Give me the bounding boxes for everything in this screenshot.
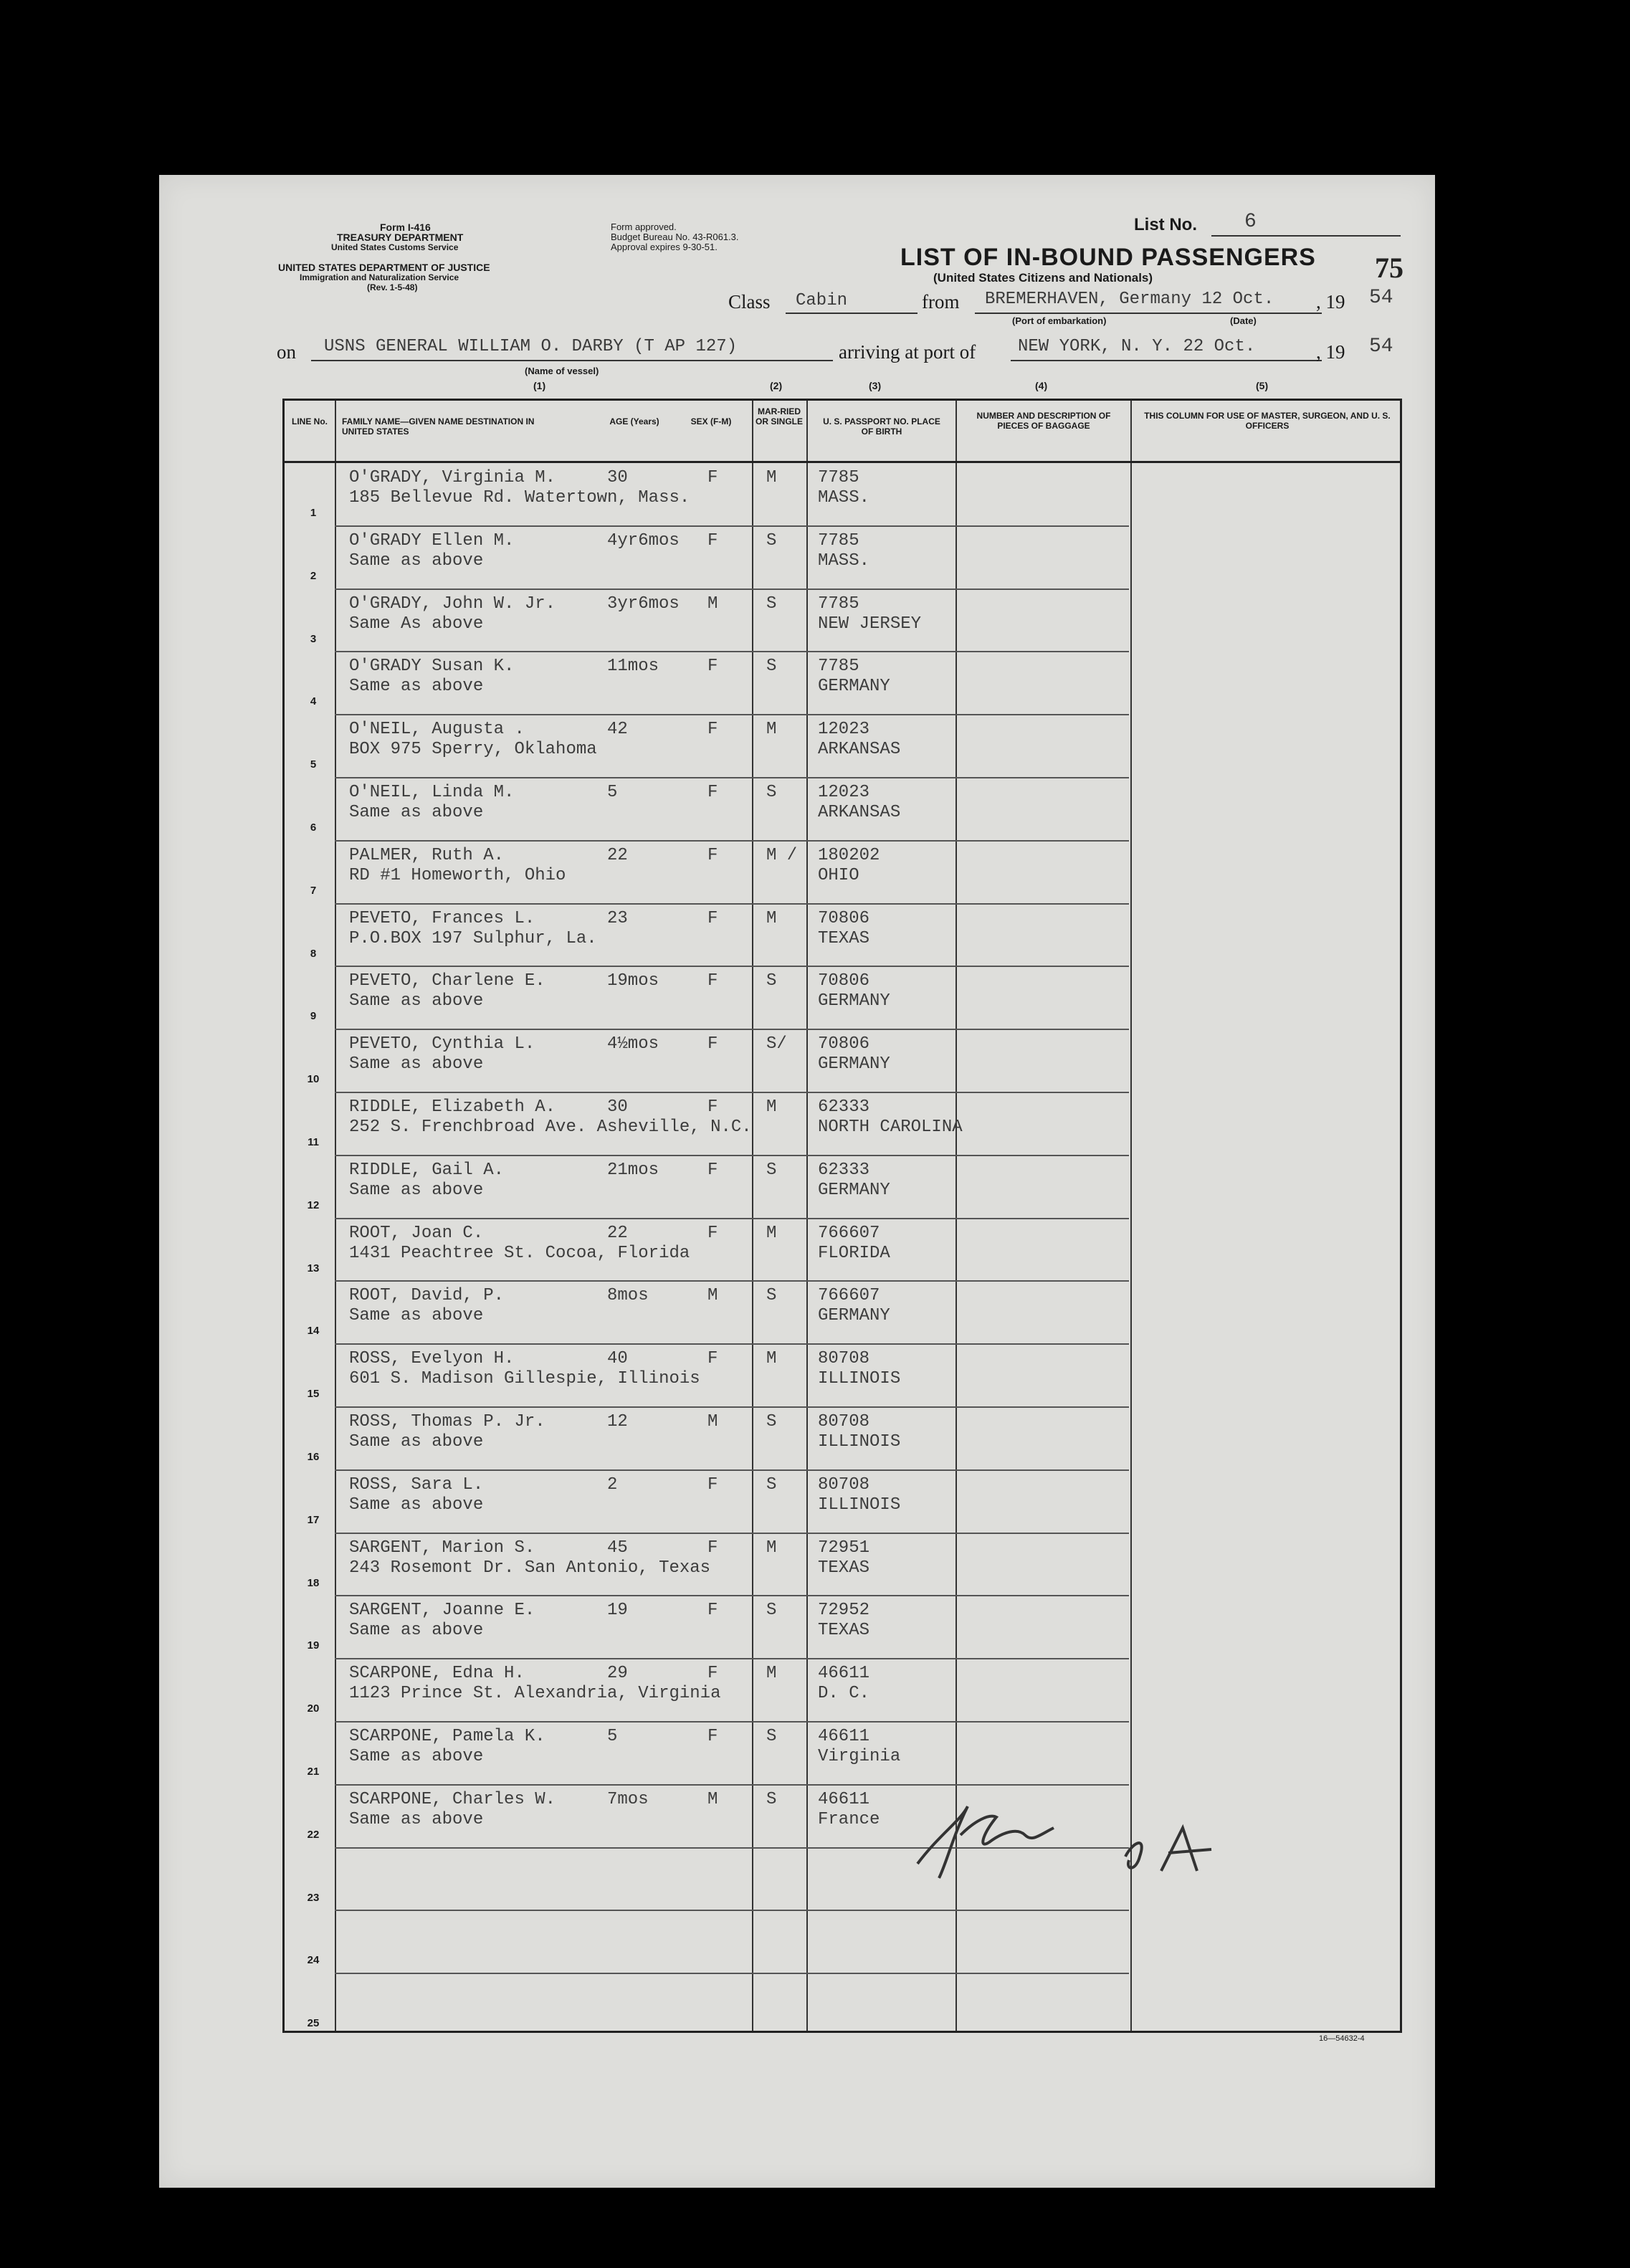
row-divider [335, 966, 1129, 967]
passenger-age: 40 [607, 1349, 628, 1369]
table-row [285, 1092, 1404, 1153]
row-divider [335, 1029, 1129, 1030]
line-number: 23 [307, 1891, 320, 1904]
place-of-birth: GERMANY [818, 1306, 890, 1326]
row-divider [335, 589, 1129, 590]
passport-number: 180202 [818, 845, 880, 865]
place-of-birth: GERMANY [818, 1054, 890, 1075]
from-year: 54 [1369, 287, 1393, 309]
table-row [285, 1595, 1404, 1657]
row-divider [335, 777, 1129, 778]
officer-signature [910, 1792, 1254, 1892]
from-year-prefix: , 19 [1316, 291, 1345, 313]
line-number: 5 [310, 758, 317, 771]
passenger-age: 42 [607, 720, 628, 740]
arriving-label: arriving at port of [839, 341, 976, 363]
row-divider [335, 1469, 1129, 1471]
row-divider [335, 1973, 1129, 1974]
passenger-age: 2 [607, 1474, 618, 1495]
passport-number: 62333 [818, 1097, 870, 1117]
passenger-name: SARGENT, Marion S. [349, 1538, 535, 1558]
from-label: from [922, 291, 960, 313]
passenger-sex: F [707, 1474, 718, 1495]
place-of-birth: MASS. [818, 488, 870, 508]
passenger-name: O'GRADY Ellen M. [349, 530, 515, 551]
passenger-sex: F [707, 657, 718, 677]
passenger-age: 4yr6mos [607, 530, 680, 551]
passenger-sex: M [707, 594, 718, 614]
table-row [285, 1910, 1404, 1971]
list-no-label: List No. [1134, 215, 1197, 234]
page-subtitle: (United States Citizens and Nationals) [933, 271, 1153, 285]
passenger-age: 30 [607, 468, 628, 487]
passenger-sex: F [707, 1034, 718, 1054]
place-of-birth: ILLINOIS [818, 1432, 901, 1452]
table-row [285, 1533, 1404, 1594]
row-divider [335, 1218, 1129, 1219]
passenger-sex: F [707, 1727, 718, 1746]
passenger-destination: Same as above [349, 551, 484, 571]
row-divider [335, 1533, 1129, 1534]
passenger-destination: Same as above [349, 991, 484, 1011]
line-number: 21 [307, 1766, 320, 1778]
passenger-destination: 601 S. Madison Gillespie, Illinois [349, 1369, 700, 1389]
table-row [285, 1155, 1404, 1216]
place-of-birth: ILLINOIS [818, 1369, 901, 1389]
header-passport: U. S. PASSPORT NO. PLACE OF BIRTH [823, 416, 940, 437]
passenger-age: 5 [607, 1727, 618, 1746]
passenger-name: PEVETO, Cynthia L. [349, 1034, 535, 1054]
row-divider [335, 714, 1129, 715]
row-divider [335, 1784, 1129, 1786]
date-caption: (Date) [1230, 315, 1257, 326]
passenger-sex: F [707, 1349, 718, 1369]
passenger-sex: F [707, 1664, 718, 1684]
place-of-birth: NEW JERSEY [818, 614, 922, 634]
passenger-sex: M [707, 1789, 718, 1809]
passenger-sex: F [707, 1538, 718, 1558]
line-number: 13 [307, 1262, 320, 1274]
passenger-destination: Same as above [349, 1054, 484, 1075]
passenger-destination: 1431 Peachtree St. Cocoa, Florida [349, 1243, 690, 1263]
table-row [285, 1658, 1404, 1720]
marital-status: S [766, 1474, 777, 1495]
header-officers: THIS COLUMN FOR USE OF MASTER, SURGEON, AND U. S. OFFICERS [1144, 411, 1391, 431]
passenger-sex: M [707, 1412, 718, 1431]
line-number: 22 [307, 1828, 320, 1841]
header-baggage: NUMBER AND DESCRIPTION OF PIECES OF BAGGAGE [976, 411, 1111, 431]
passenger-sex: F [707, 530, 718, 551]
passport-number: 72951 [818, 1538, 870, 1558]
passenger-name: RIDDLE, Elizabeth A. [349, 1097, 556, 1117]
passenger-name: O'NEIL, Augusta . [349, 720, 525, 740]
marital-status: M [766, 720, 777, 740]
place-of-birth: ARKANSAS [818, 803, 901, 822]
form-number: Form I-416 [380, 221, 431, 233]
marital-status: M [766, 1349, 777, 1369]
table-row [285, 1721, 1404, 1783]
from-value: BREMERHAVEN, Germany 12 Oct. [985, 290, 1274, 309]
place-of-birth: France [818, 1809, 880, 1829]
passenger-age: 4½mos [607, 1034, 659, 1054]
row-divider [335, 903, 1129, 905]
passenger-destination: Same as above [349, 1809, 484, 1829]
passenger-sex: F [707, 1160, 718, 1180]
row-divider [335, 1155, 1129, 1156]
line-number: 2 [310, 569, 317, 582]
arriving-port: NEW YORK, N. Y. 22 Oct. [1018, 337, 1256, 356]
marital-status: S [766, 783, 777, 802]
header-age: AGE (Years) [609, 416, 659, 427]
line-number: 6 [310, 821, 317, 834]
column-number-3: (3) [869, 380, 882, 391]
passenger-name: O'NEIL, Linda M. [349, 783, 515, 802]
passenger-destination: 1123 Prince St. Alexandria, Virginia [349, 1684, 721, 1704]
list-no-value: 6 [1244, 211, 1257, 233]
passport-number: 70806 [818, 908, 870, 928]
footer-code: 16—54632-4 [1319, 2034, 1365, 2043]
passport-number: 7785 [818, 657, 859, 677]
passport-number: 766607 [818, 1223, 880, 1243]
passenger-name: PEVETO, Frances L. [349, 908, 535, 928]
passenger-name: PEVETO, Charlene E. [349, 971, 545, 991]
passenger-sex: F [707, 845, 718, 865]
place-of-birth: TEXAS [818, 928, 870, 948]
passenger-age: 5 [607, 783, 618, 802]
passenger-sex: M [707, 1286, 718, 1306]
marital-status: S/ [766, 1034, 787, 1054]
place-of-birth: D. C. [818, 1684, 870, 1704]
passenger-age: 19mos [607, 971, 659, 991]
marital-status: S [766, 971, 777, 991]
passenger-name: ROOT, David, P. [349, 1286, 505, 1306]
place-of-birth: TEXAS [818, 1558, 870, 1578]
place-of-birth: OHIO [818, 865, 859, 885]
marital-status: S [766, 1160, 777, 1180]
passenger-name: ROOT, Joan C. [349, 1223, 484, 1243]
passenger-age: 3yr6mos [607, 594, 680, 614]
place-of-birth: NORTH CAROLINA [818, 1118, 963, 1137]
marital-status: M [766, 1664, 777, 1684]
budget-bureau: Budget Bureau No. 43-R061.3. [611, 232, 739, 242]
passenger-sex: F [707, 908, 718, 928]
passenger-name: SCARPONE, Pamela K. [349, 1727, 545, 1746]
passenger-destination: Same as above [349, 1495, 484, 1515]
passenger-destination: Same as above [349, 1306, 484, 1326]
marital-status: S [766, 657, 777, 677]
passenger-sex: F [707, 468, 718, 487]
place-of-birth: GERMANY [818, 677, 890, 697]
passenger-destination: Same as above [349, 1432, 484, 1452]
marital-status: M [766, 908, 777, 928]
passenger-age: 29 [607, 1664, 628, 1684]
row-divider [335, 525, 1129, 527]
place-of-birth: ILLINOIS [818, 1495, 901, 1515]
row-divider [335, 1092, 1129, 1093]
passenger-destination: Same as above [349, 803, 484, 822]
passenger-destination: BOX 975 Sperry, Oklahoma [349, 740, 597, 760]
column-number-5: (5) [1256, 380, 1269, 391]
line-number: 24 [307, 1954, 320, 1967]
passenger-name: ROSS, Thomas P. Jr. [349, 1412, 545, 1431]
header-line-no: LINE No. [292, 416, 328, 427]
passenger-sex: F [707, 1097, 718, 1117]
table-row [285, 589, 1404, 650]
passport-number: 72952 [818, 1601, 870, 1621]
column-number-2: (2) [770, 380, 783, 391]
table-row [285, 1469, 1404, 1531]
line-number: 25 [307, 2017, 320, 2030]
table-row [285, 462, 1404, 524]
passenger-sex: F [707, 720, 718, 740]
passenger-name: O'GRADY, Virginia M. [349, 468, 556, 487]
on-label: on [277, 341, 296, 363]
row-divider [335, 1280, 1129, 1282]
row-divider [335, 1406, 1129, 1408]
from-underline [975, 313, 1322, 314]
marital-status: M [766, 1097, 777, 1117]
passport-number: 62333 [818, 1160, 870, 1180]
table-row [285, 651, 1404, 713]
line-number: 8 [310, 947, 317, 960]
row-divider [335, 1721, 1129, 1723]
passenger-age: 23 [607, 908, 628, 928]
marital-status: S [766, 1789, 777, 1809]
page-title: LIST OF IN-BOUND PASSENGERS [900, 244, 1316, 271]
passenger-destination: Same as above [349, 1621, 484, 1641]
row-divider [335, 651, 1129, 652]
passenger-name: SCARPONE, Edna H. [349, 1664, 525, 1684]
row-divider [335, 1595, 1129, 1596]
line-number: 16 [307, 1451, 320, 1463]
passenger-sex: F [707, 1223, 718, 1243]
header-married-single: MAR-RIED OR SINGLE [755, 406, 803, 427]
passenger-age: 12 [607, 1412, 628, 1431]
place-of-birth: TEXAS [818, 1621, 870, 1641]
passport-number: 70806 [818, 1034, 870, 1054]
table-row [285, 1218, 1404, 1280]
line-number: 11 [308, 1136, 319, 1148]
line-number: 20 [307, 1702, 320, 1715]
place-of-birth: GERMANY [818, 991, 890, 1011]
passenger-destination: RD #1 Homeworth, Ohio [349, 865, 566, 885]
marital-status: S [766, 594, 777, 614]
marital-status: S [766, 1412, 777, 1431]
passport-number: 12023 [818, 720, 870, 740]
class-label: Class [728, 291, 771, 313]
passenger-age: 8mos [607, 1286, 649, 1306]
approval-expiry: Approval expires 9-30-51. [611, 242, 718, 252]
justice-heading: UNITED STATES DEPARTMENT OF JUSTICE [278, 262, 490, 273]
line-number: 19 [307, 1639, 320, 1652]
passenger-name: ROSS, Sara L. [349, 1474, 484, 1495]
header-name: FAMILY NAME—GIVEN NAME DESTINATION IN UNITED STATES [342, 416, 535, 437]
row-divider [335, 1910, 1129, 1911]
line-number: 10 [307, 1073, 320, 1086]
passenger-name: PALMER, Ruth A. [349, 845, 505, 865]
passport-number: 12023 [818, 783, 870, 802]
passenger-name: SCARPONE, Charles W. [349, 1789, 556, 1809]
class-underline [786, 313, 918, 314]
passenger-sex: F [707, 971, 718, 991]
passenger-age: 22 [607, 845, 628, 865]
row-divider [335, 840, 1129, 842]
table-row [285, 966, 1404, 1027]
table-row [285, 525, 1404, 587]
form-approved: Form approved. [611, 221, 677, 232]
passenger-age: 19 [607, 1601, 628, 1621]
passenger-name: SARGENT, Joanne E. [349, 1601, 535, 1621]
arriving-underline [1011, 360, 1322, 361]
passport-number: 766607 [818, 1286, 880, 1306]
line-number: 17 [307, 1513, 320, 1526]
list-no-underline [1211, 235, 1401, 237]
place-of-birth: Virginia [818, 1747, 901, 1766]
marital-status: S [766, 530, 777, 551]
vessel-caption: (Name of vessel) [525, 366, 599, 376]
place-of-birth: GERMANY [818, 1180, 890, 1200]
passenger-destination: 185 Bellevue Rd. Watertown, Mass. [349, 488, 690, 508]
line-number: 9 [310, 1010, 317, 1023]
port-caption: (Port of embarkation) [1012, 315, 1107, 326]
passenger-destination: Same As above [349, 614, 484, 634]
passport-number: 46611 [818, 1664, 870, 1684]
table-row [285, 1029, 1404, 1090]
table-row [285, 1973, 1404, 2034]
line-number: 1 [310, 507, 317, 519]
passenger-age: 11mos [607, 657, 659, 677]
page-number: 75 [1375, 252, 1403, 284]
line-number: 4 [310, 695, 317, 708]
treasury-heading: TREASURY DEPARTMENT [337, 232, 464, 243]
passport-number: 46611 [818, 1727, 870, 1746]
passenger-sex: F [707, 1601, 718, 1621]
marital-status: M [766, 1223, 777, 1243]
passport-number: 80708 [818, 1412, 870, 1431]
passport-number: 7785 [818, 530, 859, 551]
line-number: 18 [307, 1576, 320, 1589]
column-number-1: (1) [533, 380, 546, 391]
vessel-name: USNS GENERAL WILLIAM O. DARBY (T AP 127) [324, 337, 738, 356]
arriving-year: 54 [1369, 335, 1393, 358]
passenger-age: 30 [607, 1097, 628, 1117]
passenger-name: O'GRADY, John W. Jr. [349, 594, 556, 614]
revision-date: (Rev. 1-5-48) [367, 282, 418, 292]
marital-status: M [766, 468, 777, 487]
table-row [285, 1280, 1404, 1342]
line-number: 14 [307, 1325, 320, 1338]
passport-number: 46611 [818, 1789, 870, 1809]
passport-number: 80708 [818, 1349, 870, 1369]
passenger-sex: F [707, 783, 718, 802]
marital-status: M [766, 1538, 777, 1558]
class-value: Cabin [796, 291, 848, 310]
vessel-underline [311, 360, 833, 361]
passenger-destination: Same as above [349, 1747, 484, 1766]
place-of-birth: MASS. [818, 551, 870, 571]
passenger-age: 7mos [607, 1789, 649, 1809]
passenger-destination: 252 S. Frenchbroad Ave. Asheville, N.C. [349, 1118, 752, 1137]
passenger-table [282, 399, 1402, 2033]
passenger-name: RIDDLE, Gail A. [349, 1160, 505, 1180]
marital-status: S [766, 1727, 777, 1746]
passenger-destination: 243 Rosemont Dr. San Antonio, Texas [349, 1558, 711, 1578]
ins-heading: Immigration and Naturalization Service [300, 272, 459, 282]
table-row [285, 714, 1404, 776]
passenger-destination: P.O.BOX 197 Sulphur, La. [349, 928, 597, 948]
line-number: 12 [307, 1199, 320, 1211]
passenger-name: ROSS, Evelyon H. [349, 1349, 515, 1369]
marital-status: M / [766, 845, 798, 865]
line-number: 7 [310, 884, 317, 897]
place-of-birth: FLORIDA [818, 1243, 890, 1263]
header-sex: SEX (F-M) [690, 416, 732, 427]
place-of-birth: ARKANSAS [818, 740, 901, 760]
marital-status: S [766, 1286, 777, 1306]
line-number: 15 [307, 1388, 320, 1401]
table-row [285, 840, 1404, 902]
table-row [285, 1406, 1404, 1468]
passport-number: 70806 [818, 971, 870, 991]
passenger-destination: Same as above [349, 677, 484, 697]
passport-number: 7785 [818, 468, 859, 487]
passenger-age: 21mos [607, 1160, 659, 1180]
table-row [285, 1343, 1404, 1405]
line-number: 3 [310, 632, 317, 645]
row-divider [335, 1658, 1129, 1659]
table-row [285, 777, 1404, 839]
table-row [285, 903, 1404, 965]
passport-number: 80708 [818, 1474, 870, 1495]
passenger-name: O'GRADY Susan K. [349, 657, 515, 677]
marital-status: S [766, 1601, 777, 1621]
arriving-year-prefix: , 19 [1316, 341, 1345, 363]
passenger-age: 22 [607, 1223, 628, 1243]
passport-number: 7785 [818, 594, 859, 614]
row-divider [335, 1343, 1129, 1345]
customs-heading: United States Customs Service [331, 242, 459, 252]
passenger-destination: Same as above [349, 1180, 484, 1200]
column-number-4: (4) [1035, 380, 1048, 391]
passenger-age: 45 [607, 1538, 628, 1558]
